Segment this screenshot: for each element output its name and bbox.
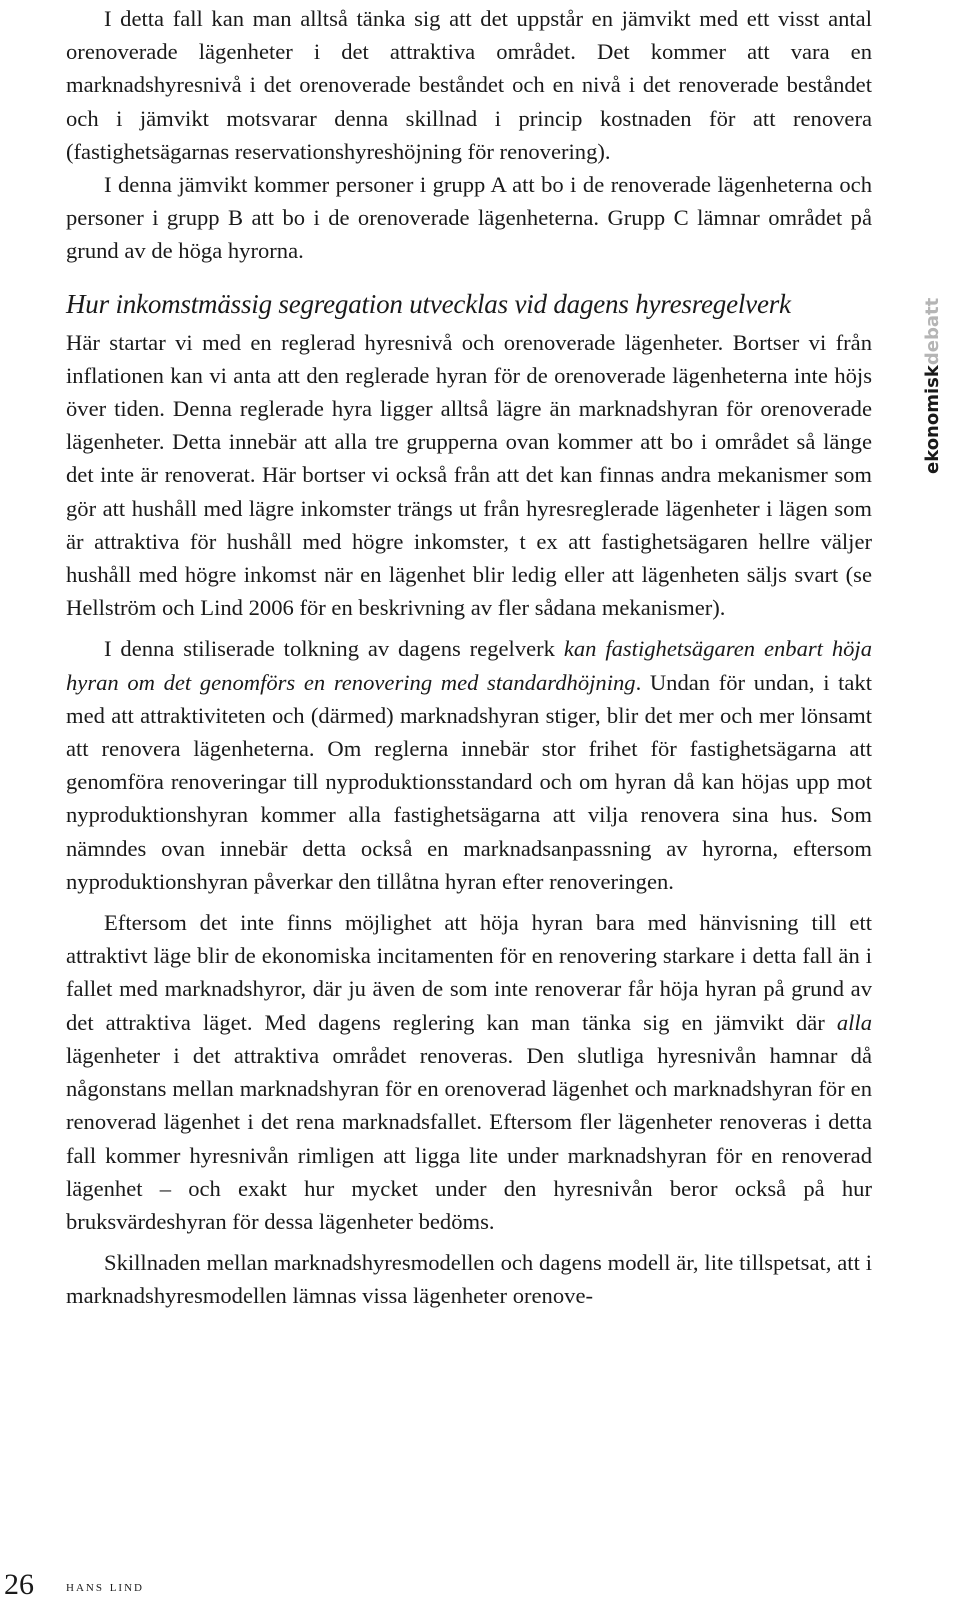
paragraph: [66, 632, 872, 898]
journal-name-light: debatt: [922, 297, 943, 366]
paragraph-text: Eftersom det inte finns möjlighet att höja hyran bara med hänvisning till ett attraktivt läge blir de ekonomiska incitamenten för en renovering starkare i detta fall än i fallet med marknadshyror, där ju även de som inte renoverar får höja hyran på grund av det attraktiva läget. Med dagens reglering kan man tänka sig en jämvikt där: [66, 910, 872, 1035]
emphasized-text: alla: [836, 1009, 872, 1035]
paragraph: Här startar vi med en reglerad hyresnivå och orenoverade lägenheter. Bortser vi från inflationen kan vi anta att den reglerade hyran för de orenoverade lägenheterna inte höjs över tiden. Denna reglerade hyra ligger alltså lägre än marknadshyran för orenoverade lägenheter. Detta innebär att alla tre grupperna ovan kommer att bo i området så länge det inte är renoverat. Här bortser vi också från att det kan finnas andra mekanismer som gör att hushåll med lägre inkomster trängs ut från hyresreglerade lägenheter i lägen som är attraktiva för hushåll med högre inkomster, t ex att fastighetsägaren hellre väljer hushåll med högre inkomst när en lägenhet blir ledig eller att lägenheten säljs svart (se Hellström och Lind 2006 för en beskrivning av fler sådana mekanismer).: [66, 329, 872, 621]
emphasized-text: kan fastighetsägaren enbart höja hyran om det genomförs en renovering med standardhöjning: [66, 636, 872, 695]
paragraph: I denna jämvikt kommer personer i grupp A att bo i de renoverade lägenheterna och personer i grupp B att bo i de orenoverade lägenheterna. Grupp C lämnar området på grund av de höga hyrorna.: [66, 172, 872, 264]
paragraph-text: lägenheter i det attraktiva området renoveras. Den slutliga hyresnivån hamnar då någonstans mellan marknadshyran för en orenoverad lägenhet och marknadshyran för en renoverad lägenhet i det rena marknadsfallet. Eftersom fler lägenheter renoveras i detta fall kommer hyresnivån rimligen att ligga lite under marknadshyran för en renoverad lägenhet – och exakt hur mycket under den hyresnivån beror också på hur bruksvärdeshyran för dessa lägenheter bedöms.: [66, 1042, 872, 1234]
journal-name-dark: ekonomisk: [922, 365, 943, 474]
page-number: 26: [4, 1568, 34, 1601]
paragraph: Skillnaden mellan marknadshyresmodellen och dagens modell är, lite tillspetsat, att i marknadshyresmodellen lämnas vissa lägenheter orenove-: [66, 1250, 872, 1309]
paragraph: I detta fall kan man alltså tänka sig att det uppstår en jämvikt med ett visst antal orenoverade lägenheter i det attraktiva området. Det kommer att vara en marknadshyresnivå i det orenoverade beståndet och en nivå i det renoverade beståndet och i jämvikt motsvarar denna skillnad i princip kostnaden för att renovera (fastighetsägarnas reservationshyreshöjning för renovering).: [66, 6, 872, 164]
paragraph: [66, 906, 872, 1238]
journal-side-tab: [920, 264, 944, 474]
paragraph-text: . Undan för undan, i takt med att attraktiviteten och (därmed) marknadshyran stiger, blir det mer och mer lönsamt att renovera lägenheterna. Om reglerna innebär stor frihet för fastighetsägarna att genomföra renoveringar till nyproduktionsstandard och om hyran då kan höjas upp mot nyproduktionshyran kommer alla fastighetsägarna att vilja renovera sina hus. Som nämndes ovan innebär detta också en marknadsanpassning av hyrorna, eftersom nyproduktionshyran påverkar den tillåtna hyran efter renoveringen.: [66, 669, 872, 894]
journal-name: [922, 264, 944, 474]
paragraph-text: I denna stiliserade tolkning av dagens regelverk: [104, 636, 564, 662]
running-footer-author: hans lind: [66, 1579, 144, 1595]
section-heading: Hur inkomstmässig segregation utvecklas vid dagens hyresregelverk: [66, 288, 791, 319]
article-body: [66, 2, 872, 1313]
